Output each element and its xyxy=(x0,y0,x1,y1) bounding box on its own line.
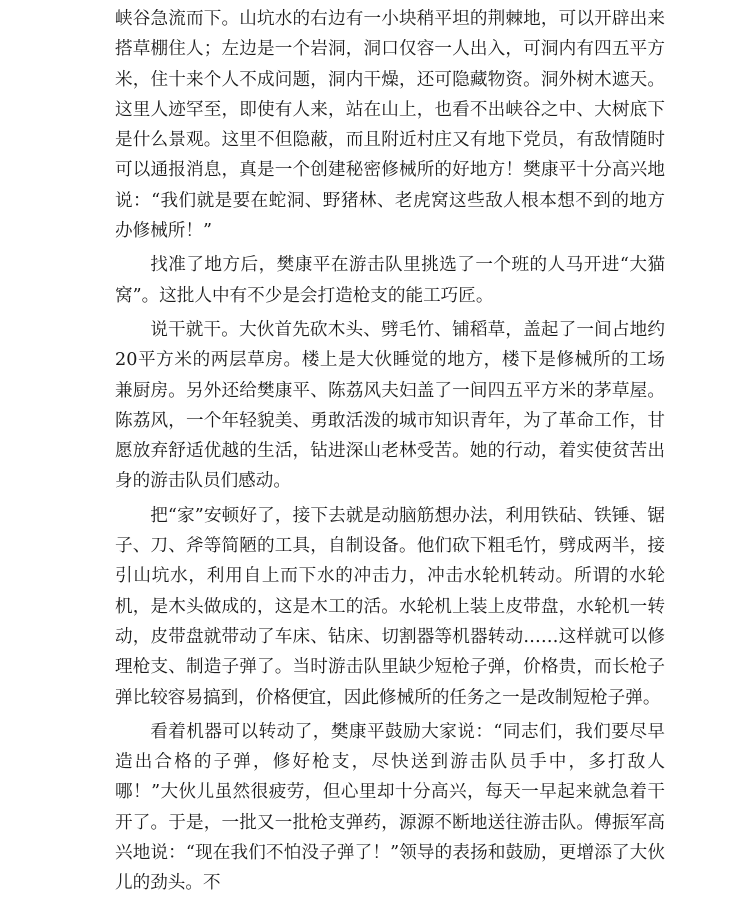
paragraph-4: 把“家”安顿好了，接下去就是动脑筋想办法，利用铁砧、铁锤、锯子、刀、斧等简陋的工具，自制设备。他们砍下粗毛竹，劈成两半，接引山坑水，利用自上而下水的冲击力，冲击水轮机转动。所谓的水轮机，是木头做成的，这是木工的活。水轮机上装上皮带盘，水轮机一转动，皮带盘就带动了车床、钻床、切割器等机器转动……这样就可以修理枪支、制造子弹了。当时游击队里缺少短枪子弹，价格贵，而长枪子弹比较容易搞到，价格便宜，因此修械所的任务之一是改制短枪子弹。 xyxy=(115,505,665,708)
paragraph-5: 看着机器可以转动了，樊康平鼓励大家说：“同志们，我们要尽早造出合格的子弹，修好枪支，尽快送到游击队员手中，多打敌人哪！”大伙儿虽然很疲劳，但心里却十分高兴，每天一早起来就急着干开了。于是，一批又一批枪支弹药，源源不断地送往游击队。傅振军高兴地说：“现在我们不怕没子弹了！”领导的表扬和鼓励，更增添了大伙儿的劲头。不 xyxy=(115,721,665,894)
paragraph-3: 说干就干。大伙首先砍木头、劈毛竹、铺稻草，盖起了一间占地约20平方米的两层草房。楼上是大伙睡觉的地方，楼下是修械所的工场兼厨房。另外还给樊康平、陈荔风夫妇盖了一间四五平方米的茅草屋。陈荔风，一个年轻貌美、勇敢活泼的城市知识青年，为了革命工作，甘愿放弃舒适优越的生活，钻进深山老林受苦。她的行动，着实使贫苦出身的游击队员们感动。 xyxy=(115,319,665,492)
paragraph-2: 找准了地方后，樊康平在游击队里挑选了一个班的人马开进“大猫窝”。这批人中有不少是会打造枪支的能工巧匠。 xyxy=(115,255,665,306)
paragraph-1: 峡谷急流而下。山坑水的右边有一小块稍平坦的荆棘地，可以开辟出来搭草棚住人；左边是一个岩洞，洞口仅容一人出入，可洞内有四五平方米，住十来个人不成问题，洞内干燥，还可隐藏物资。洞外树木遮天。这里人迹罕至，即使有人来，站在山上，也看不出峡谷之中、大树底下是什么景观。这里不但隐蔽，而且附近村庄又有地下党员，有敌情随时可以通报消息，真是一个创建秘密修械所的好地方！樊康平十分高兴地说：“我们就是要在蛇洞、野猪林、老虎窝这些敌人根本想不到的地方办修械所！” xyxy=(115,9,665,242)
document-page xyxy=(115,4,665,903)
